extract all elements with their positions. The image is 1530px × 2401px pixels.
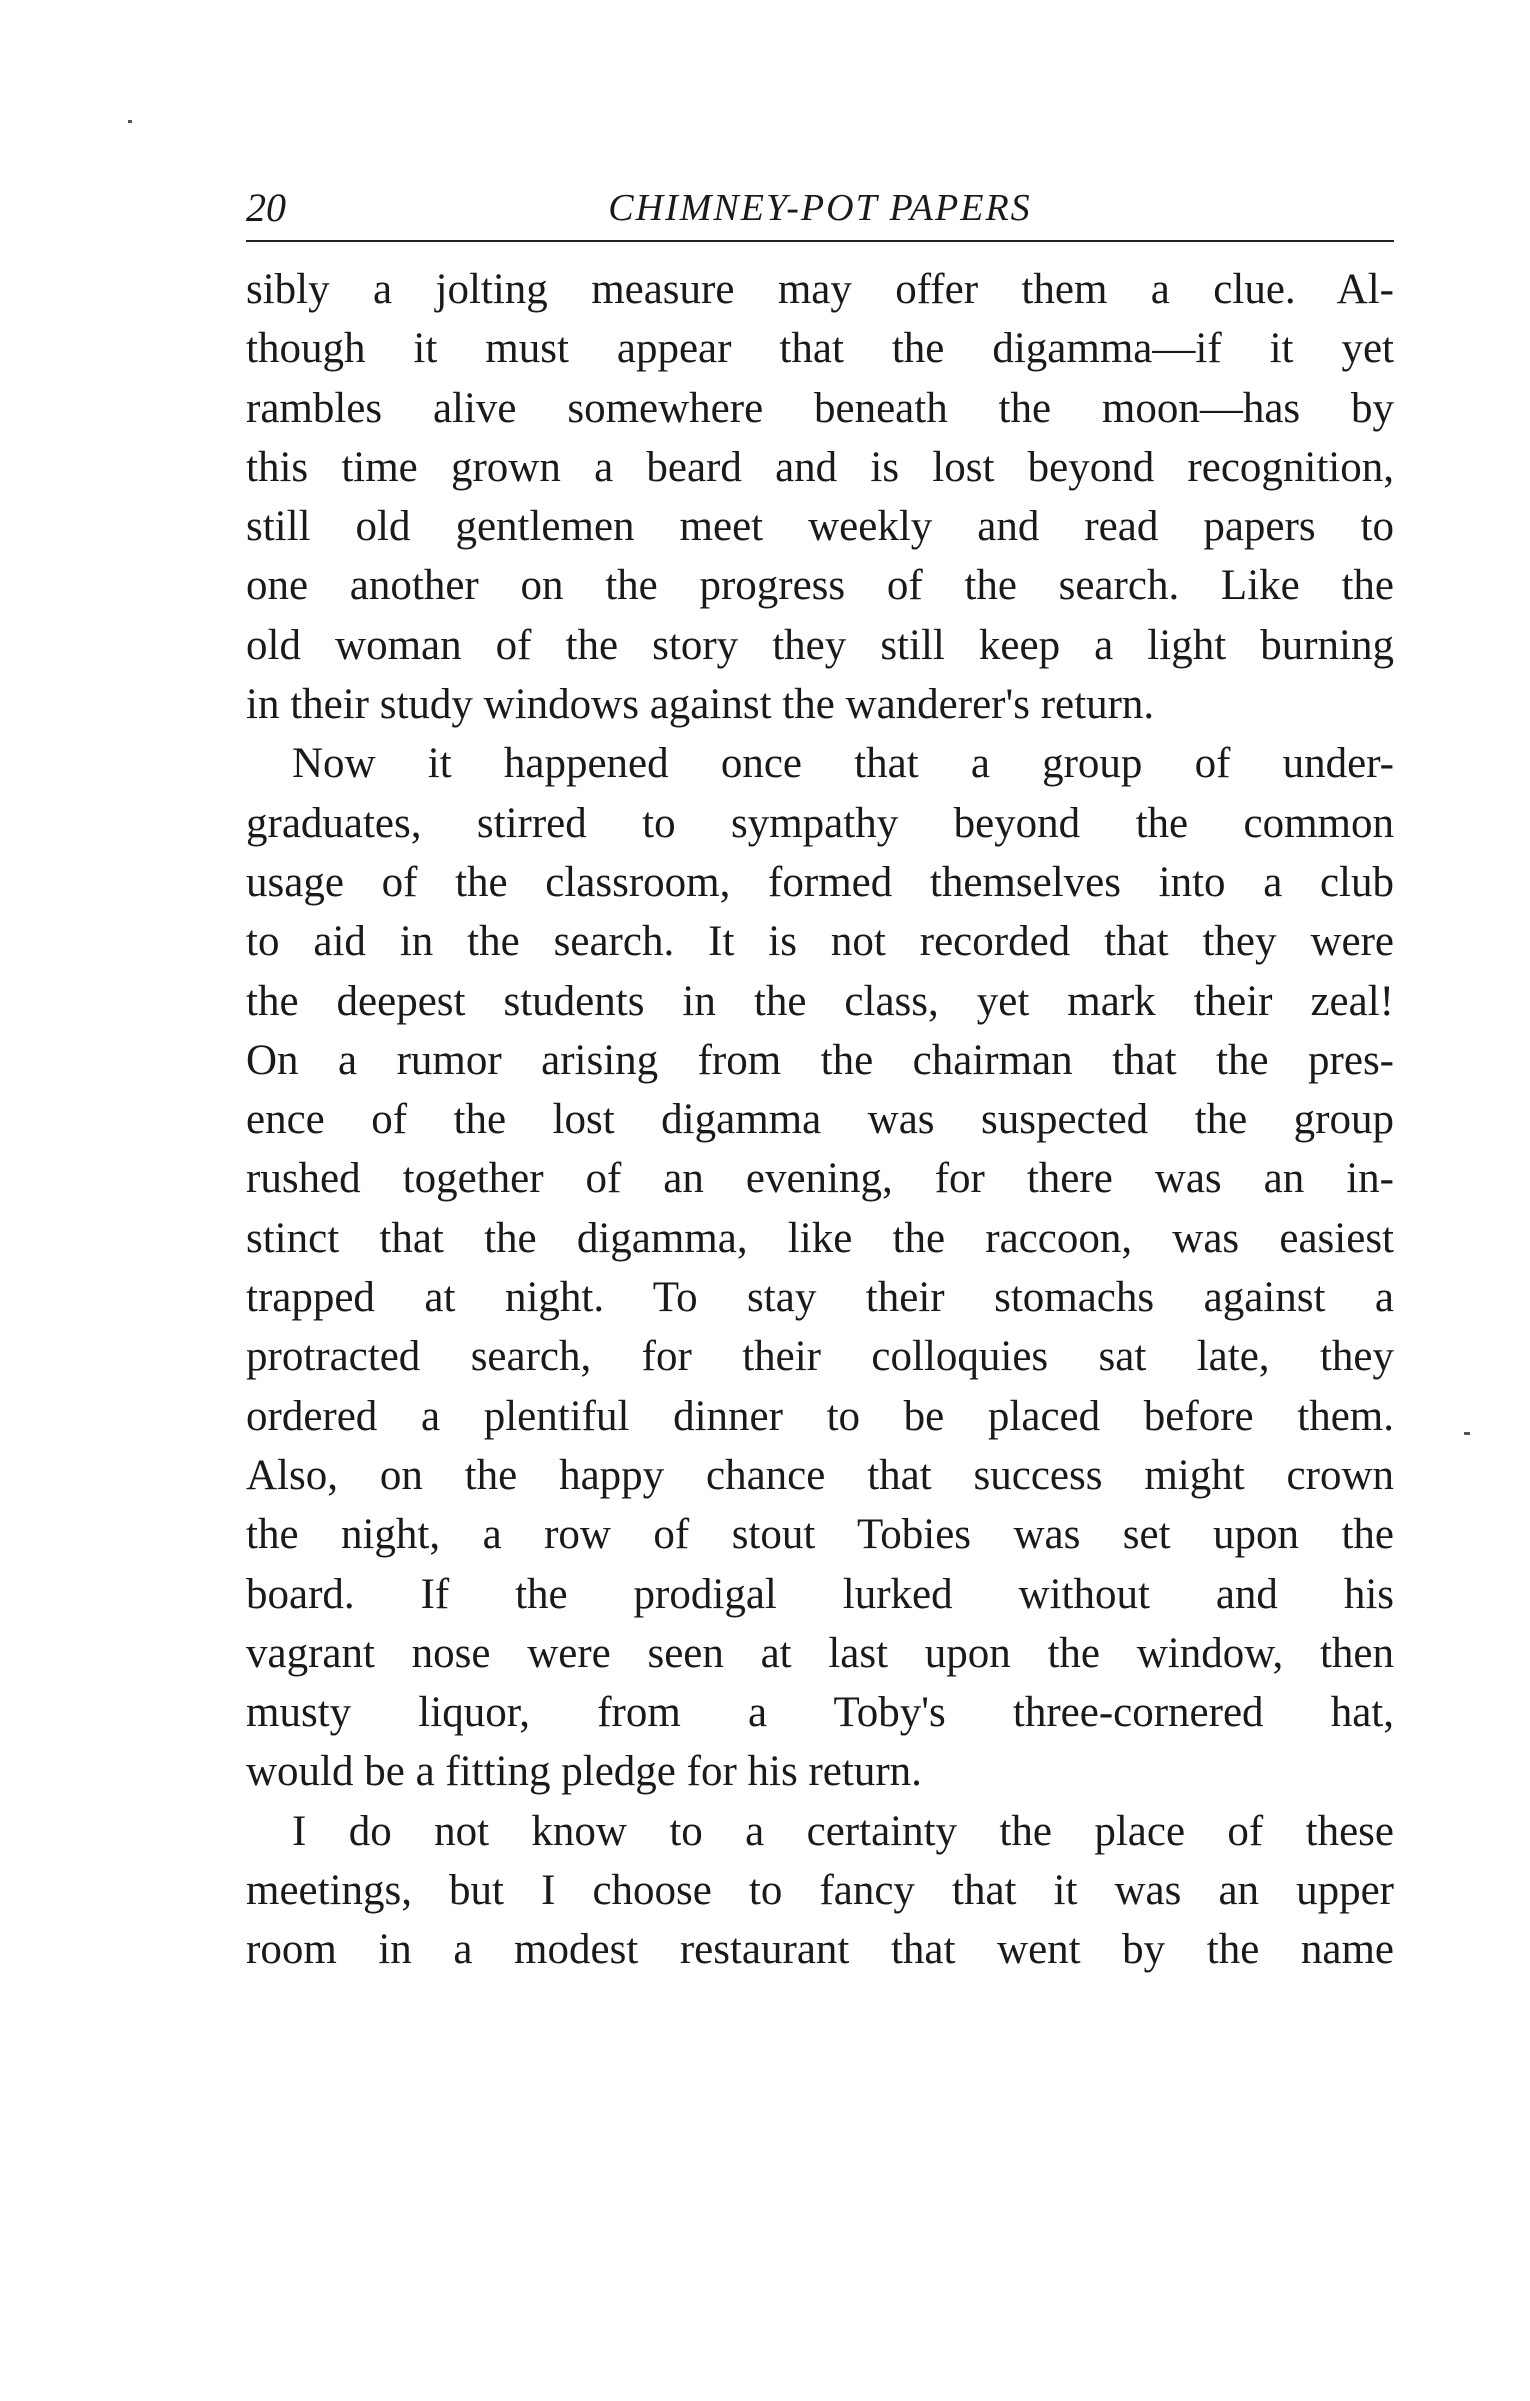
text-line: one another on the progress of the search. Like the <box>246 562 1394 610</box>
text-line: rushed together of an evening, for there was an in- <box>246 1155 1394 1203</box>
text-line: rambles alive somewhere beneath the moon—has by <box>246 384 1394 432</box>
body-text <box>246 260 1394 1980</box>
text-line: meetings, but I choose to fancy that it was an upper <box>246 1867 1394 1915</box>
text-line: ence of the lost digamma was suspected the group <box>246 1096 1394 1144</box>
text-line: sibly a jolting measure may offer them a clue. Al- <box>246 266 1394 313</box>
text-line: in their study windows against the wanderer's return. <box>246 681 1155 729</box>
text-line: board. If the prodigal lurked without and his <box>246 1570 1394 1618</box>
text-line: old woman of the story they still keep a light burning <box>246 621 1394 669</box>
text-line: trapped at night. To stay their stomachs against a <box>246 1274 1394 1322</box>
running-head: CHIMNEY-POT PAPERS <box>608 187 1032 229</box>
text-line: room in a modest restaurant that went by the name <box>246 1926 1394 1974</box>
text-line: ordered a plentiful dinner to be placed before them. <box>246 1392 1394 1440</box>
text-line: the night, a row of stout Tobies was set upon the <box>246 1511 1394 1559</box>
paragraph-start-line: Now it happened once that a group of under- <box>292 740 1394 788</box>
page-header <box>246 178 1394 238</box>
text-line: though it must appear that the digamma—if it yet <box>246 325 1394 373</box>
text-line: the deepest students in the class, yet mark their zeal! <box>246 977 1394 1025</box>
header-rule <box>246 240 1394 242</box>
paragraph-start-line: I do not know to a certainty the place of these <box>292 1807 1394 1855</box>
text-line: On a rumor arising from the chairman that the pres- <box>246 1036 1394 1084</box>
text-line: vagrant nose were seen at last upon the window, then <box>246 1629 1394 1677</box>
text-line: still old gentlemen meet weekly and read papers to <box>246 503 1394 551</box>
text-line: protracted search, for their colloquies sat late, they <box>246 1333 1394 1381</box>
paper-speck <box>128 120 132 123</box>
text-line: stinct that the digamma, like the raccoon, was easiest <box>246 1214 1394 1262</box>
text-line: graduates, stirred to sympathy beyond the common <box>246 799 1394 847</box>
text-line: this time grown a beard and is lost beyond recognition, <box>246 443 1394 491</box>
text-line: to aid in the search. It is not recorded that they were <box>246 918 1394 966</box>
text-line: usage of the classroom, formed themselves into a club <box>246 858 1394 906</box>
page-number: 20 <box>246 185 286 230</box>
text-line: Also, on the happy chance that success might crown <box>246 1451 1394 1499</box>
text-line: would be a fitting pledge for his return. <box>246 1748 922 1796</box>
text-line: musty liquor, from a Toby's three-cornered hat, <box>246 1689 1394 1737</box>
paper-speck <box>1464 1432 1470 1435</box>
